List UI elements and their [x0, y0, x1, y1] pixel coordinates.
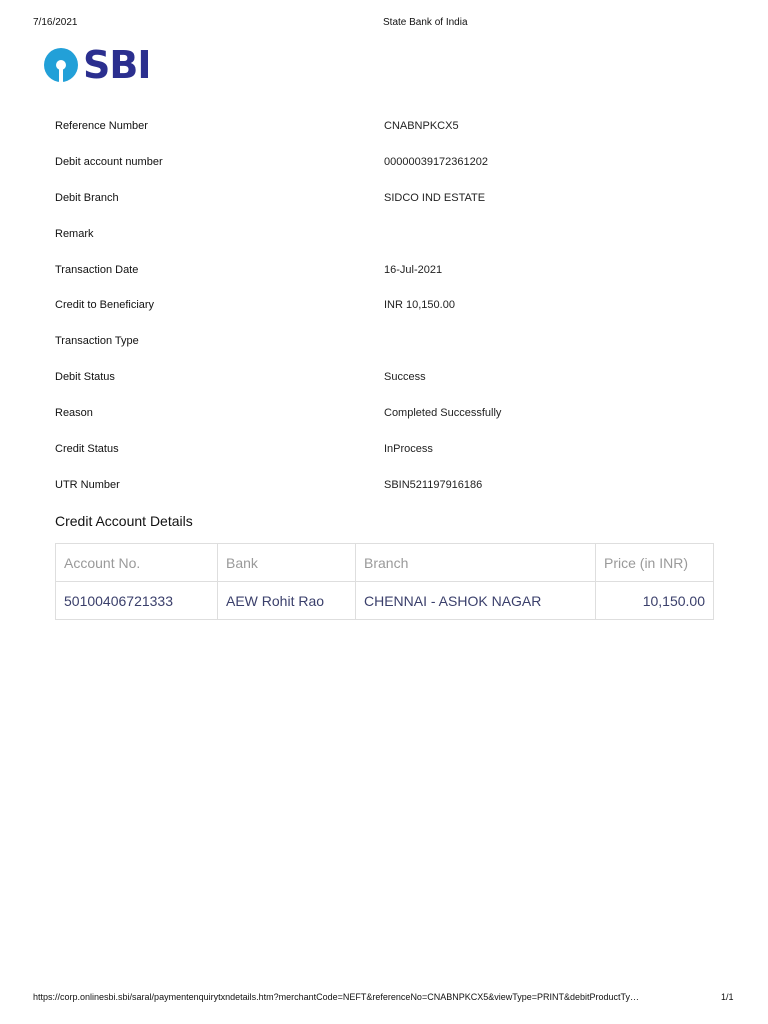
- detail-row-debit-status: [55, 359, 715, 395]
- table-row: [56, 582, 714, 620]
- detail-label: Remark: [55, 227, 94, 240]
- detail-value: Success: [384, 371, 426, 384]
- detail-row-credit-to-beneficiary: [55, 287, 715, 323]
- cell-price: 10,150.00: [596, 582, 714, 620]
- credit-account-details-title: Credit Account Details: [55, 513, 193, 529]
- print-page-count: 1/1: [721, 992, 734, 1002]
- detail-label: Credit Status: [55, 442, 119, 455]
- detail-row-reason: [55, 395, 715, 431]
- detail-label: Debit Status: [55, 371, 115, 384]
- print-url: https://corp.onlinesbi.sbi/saral/paymentenquirytxndetails.htm?merchantCode=NEFT&referenceNo=CNABNPKCX5&viewType=PRINT&debitProductTy…: [33, 992, 640, 1002]
- sbi-logo: [43, 43, 151, 87]
- column-header-branch: Branch: [356, 544, 596, 582]
- detail-label: Transaction Date: [55, 263, 139, 276]
- detail-label: Debit Branch: [55, 191, 119, 204]
- detail-value: CNABNPKCX5: [384, 119, 459, 132]
- detail-value: SIDCO IND ESTATE: [384, 191, 486, 204]
- detail-row-reference-number: [55, 108, 715, 144]
- detail-value: 16-Jul-2021: [384, 263, 443, 276]
- logo-text: SBI: [83, 43, 151, 87]
- detail-row-debit-branch: [55, 180, 715, 216]
- detail-row-debit-account-number: [55, 144, 715, 180]
- detail-value: INR 10,150.00: [384, 299, 455, 312]
- cell-bank: AEW Rohit Rao: [218, 582, 356, 620]
- cell-account-no: 50100406721333: [56, 582, 218, 620]
- transaction-details: [55, 108, 715, 503]
- detail-row-transaction-date: [55, 252, 715, 288]
- cell-branch: CHENNAI - ASHOK NAGAR: [356, 582, 596, 620]
- credit-account-table: [55, 543, 714, 620]
- print-header: [0, 17, 768, 33]
- detail-value: 00000039172361202: [384, 155, 489, 168]
- column-header-price: Price (in INR): [596, 544, 714, 582]
- detail-value: Completed Successfully: [384, 407, 502, 420]
- detail-row-transaction-type: [55, 323, 715, 359]
- detail-row-utr-number: [55, 467, 715, 503]
- print-date: 7/16/2021: [33, 17, 78, 28]
- table-header-row: [56, 544, 714, 582]
- detail-label: Reason: [55, 407, 93, 420]
- detail-label: Debit account number: [55, 155, 163, 168]
- detail-row-credit-status: [55, 431, 715, 467]
- detail-label: Transaction Type: [55, 335, 139, 348]
- detail-label: UTR Number: [55, 478, 120, 491]
- detail-row-remark: [55, 216, 715, 252]
- column-header-account-no: Account No.: [56, 544, 218, 582]
- detail-label: Reference Number: [55, 119, 148, 132]
- column-header-bank: Bank: [218, 544, 356, 582]
- detail-value: SBIN521197916186: [384, 478, 483, 491]
- detail-label: Credit to Beneficiary: [55, 299, 155, 312]
- print-site-title: State Bank of India: [383, 17, 468, 28]
- sbi-keyhole-icon: [43, 47, 79, 83]
- detail-value: InProcess: [384, 442, 433, 455]
